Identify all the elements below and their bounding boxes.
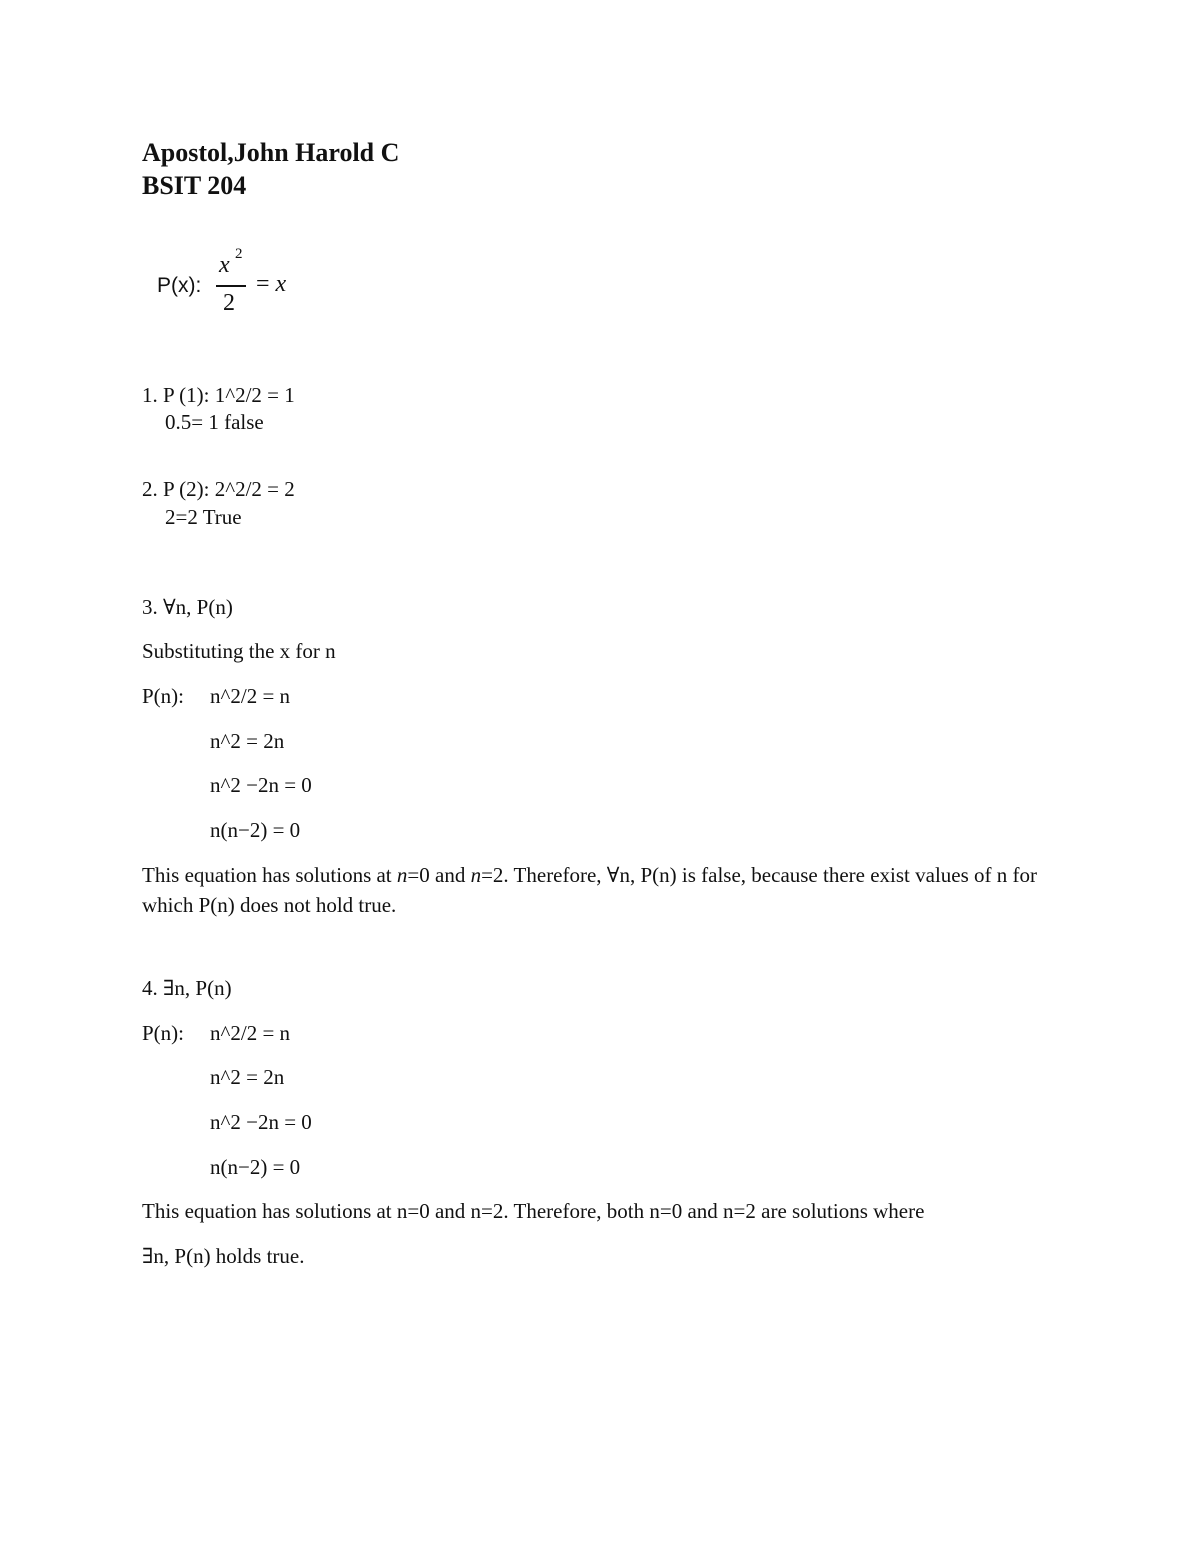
item2-line2: 2=2 True xyxy=(165,505,242,529)
formula-equals: = xyxy=(256,271,270,297)
formula-exponent: 2 xyxy=(235,246,243,262)
class-section: BSIT 204 xyxy=(142,171,247,200)
item4-heading: 4. ∃n, P(n) xyxy=(142,976,232,1000)
item1-line1: 1. P (1): 1^2/2 = 1 xyxy=(142,383,295,407)
item3-step3: n^2 −2n = 0 xyxy=(210,773,312,797)
formula-numerator: x xyxy=(219,252,230,278)
item3-intro: Substituting the x for n xyxy=(142,639,336,663)
item3-conc-n2: n xyxy=(470,863,482,887)
student-name: Apostol,John Harold C xyxy=(142,138,400,167)
formula-rhs xyxy=(256,271,286,298)
item4-conclusion-line2: ∃n, P(n) holds true. xyxy=(142,1244,305,1268)
item3-conc-c: =2. Therefore, ∀n, P(n) is false, because there exist values of n for which P(n) does not hold true. xyxy=(142,863,1038,917)
item2-line1: 2. P (2): 2^2/2 = 2 xyxy=(142,477,295,501)
item3-step4: n(n−2) = 0 xyxy=(210,818,301,842)
item1-line2: 0.5= 1 false xyxy=(165,410,264,434)
formula-px xyxy=(157,248,317,322)
item3-conc-n1: n xyxy=(396,863,408,887)
item3-conclusion xyxy=(142,860,1042,920)
item4-conclusion-line1: This equation has solutions at n=0 and n=2. Therefore, both n=0 and n=2 are solutions where xyxy=(142,1199,925,1223)
item3-step2: n^2 = 2n xyxy=(210,729,285,753)
fraction-bar xyxy=(216,285,246,287)
item3-conc-b: =0 and xyxy=(407,863,471,887)
item3-label: P(n): xyxy=(142,684,184,708)
item3-heading: 3. ∀n, P(n) xyxy=(142,595,233,619)
item4-step1: n^2/2 = n xyxy=(210,1021,291,1045)
item4-label: P(n): xyxy=(142,1021,184,1045)
item4-step4: n(n−2) = 0 xyxy=(210,1155,301,1179)
item4-step3: n^2 −2n = 0 xyxy=(210,1110,312,1134)
item3-conc-a: This equation has solutions at xyxy=(142,863,397,887)
item3-step1: n^2/2 = n xyxy=(210,684,291,708)
formula-label: P(x): xyxy=(157,274,202,297)
formula-rhs-var: x xyxy=(275,271,287,297)
item4-step2: n^2 = 2n xyxy=(210,1065,285,1089)
formula-denominator: 2 xyxy=(223,290,235,316)
